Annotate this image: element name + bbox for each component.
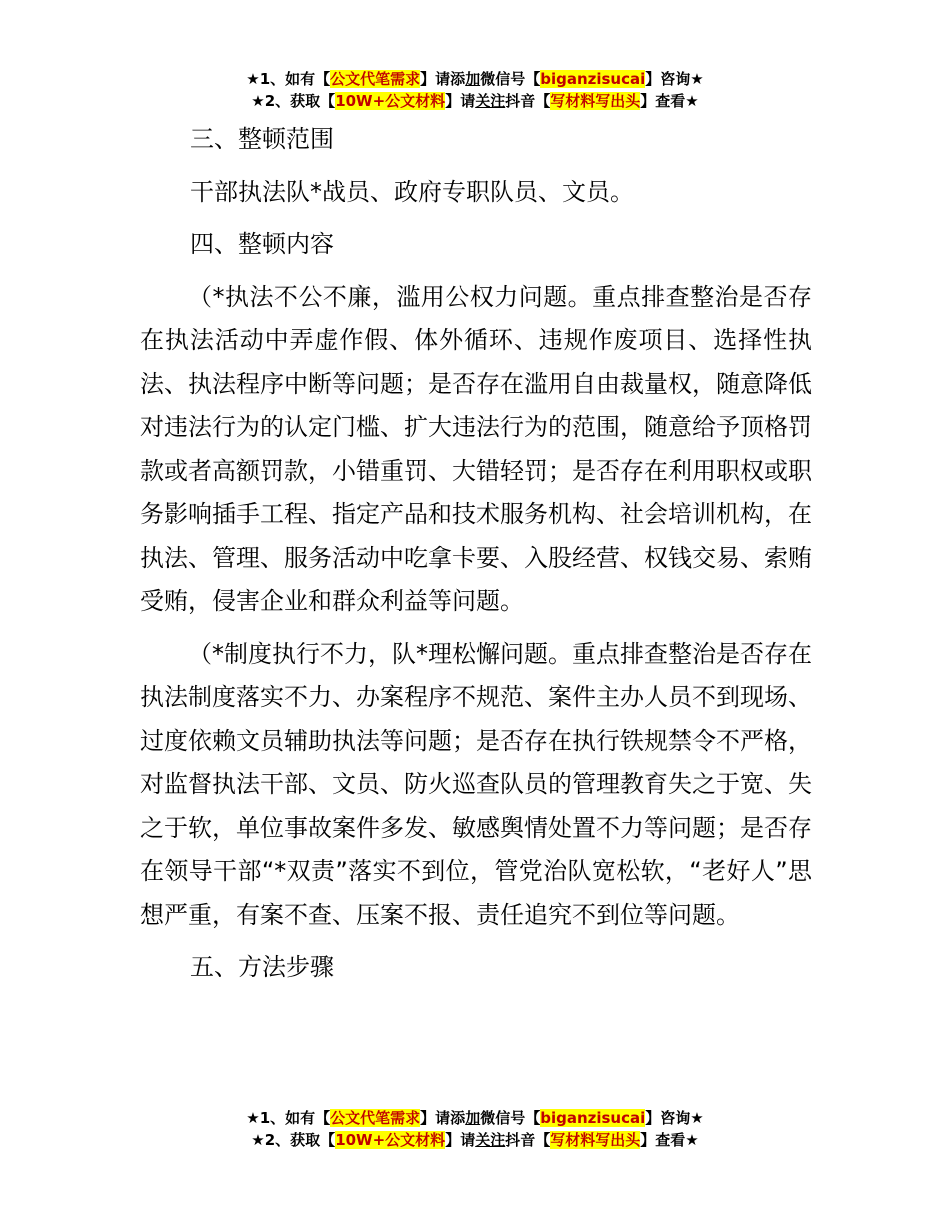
- footer-line2-underlined: 关注: [475, 1131, 506, 1149]
- footer-line1-middle: 】请添: [420, 1109, 466, 1127]
- document-body: [140, 118, 812, 999]
- footer-line1-highlight-wechat-id: biganzisucai: [540, 1109, 646, 1127]
- header-line2-highlight-materials: 10W+公文材料: [335, 92, 446, 110]
- header-line1-prefix: ★1、如有【: [246, 70, 331, 88]
- paragraph-1: （*执法不公不廉，滥用公权力问题。重点排查整治是否存在执法活动中弄虚作假、体外循环、违规作废项目、选择性执法、执法程序中断等问题；是否存在滥用自由裁量权，随意降低对违法行为的认定门槛、扩大违法行为的范围，随意给予顶格罚款或者高额罚款，小错重罚、大错轻罚；是否存在利用职权或职务影响插手工程、指定产品和技术服务机构、社会培训机构，在执法、管理、服务活动中吃拿卡要、入股经营、权钱交易、索贿受贿，侵害企业和群众利益等问题。: [140, 282, 812, 615]
- footer-banner-line-1: [0, 1107, 950, 1129]
- header-line2-highlight-douyin: 写材料写出头: [550, 92, 641, 110]
- header-line2-underlined: 关注: [475, 92, 506, 110]
- header-line2-prefix: ★2、获取【: [251, 92, 336, 110]
- header-banner-line-1: [0, 68, 950, 90]
- footer-line1-suffix: 】咨询★: [645, 1109, 704, 1127]
- footer-banner-line-2: [0, 1129, 950, 1151]
- footer-line2-middle2: 抖音【: [505, 1131, 551, 1149]
- footer-line2-highlight-materials: 10W+公文材料: [335, 1131, 446, 1149]
- footer-line1-underlined: 加: [465, 1109, 481, 1127]
- footer-line1-prefix: ★1、如有【: [246, 1109, 331, 1127]
- header-line1-middle2: 微信号【: [480, 70, 541, 88]
- header-line2-middle2: 抖音【: [505, 92, 551, 110]
- footer-line2-prefix: ★2、获取【: [251, 1131, 336, 1149]
- section-3-body: 干部执法队*战员、政府专职队员、文员。: [190, 177, 634, 206]
- footer-line1-middle2: 微信号【: [480, 1109, 541, 1127]
- header-line1-highlight-wechat-id: biganzisucai: [540, 70, 646, 88]
- footer-line2-suffix: 】查看★: [640, 1131, 699, 1149]
- section-5-heading: 五、方法步骤: [190, 953, 334, 981]
- header-line1-highlight-service: 公文代笔需求: [330, 70, 421, 88]
- header-line1-suffix: 】咨询★: [645, 70, 704, 88]
- header-line2-suffix: 】查看★: [640, 92, 699, 110]
- paragraph-2: （*制度执行不力，队*理松懈问题。重点排查整治是否存在执法制度落实不力、办案程序不规范、案件主办人员不到现场、过度依赖文员辅助执法等问题；是否存在执行铁规禁令不严格，对监督执法干部、文员、防火巡查队员的管理教育失之于宽、失之于软，单位事故案件多发、敏感舆情处置不力等问题；是否存在领导干部“*双责”落实不到位，管党治队宽松软，“老好人”思想严重，有案不查、压案不报、责任追究不到位等问题。: [140, 639, 812, 929]
- header-banner: [0, 68, 950, 112]
- header-banner-line-2: [0, 90, 950, 112]
- section-3-heading: 三、整顿范围: [190, 125, 334, 153]
- footer-line1-highlight-service: 公文代笔需求: [330, 1109, 421, 1127]
- header-line2-middle: 】请: [445, 92, 476, 110]
- section-4-heading: 四、整顿内容: [190, 230, 334, 258]
- footer-line2-highlight-douyin: 写材料写出头: [550, 1131, 641, 1149]
- footer-line2-middle: 】请: [445, 1131, 476, 1149]
- footer-banner: [0, 1107, 950, 1151]
- header-line1-underlined: 加: [465, 70, 481, 88]
- header-line1-middle: 】请添: [420, 70, 466, 88]
